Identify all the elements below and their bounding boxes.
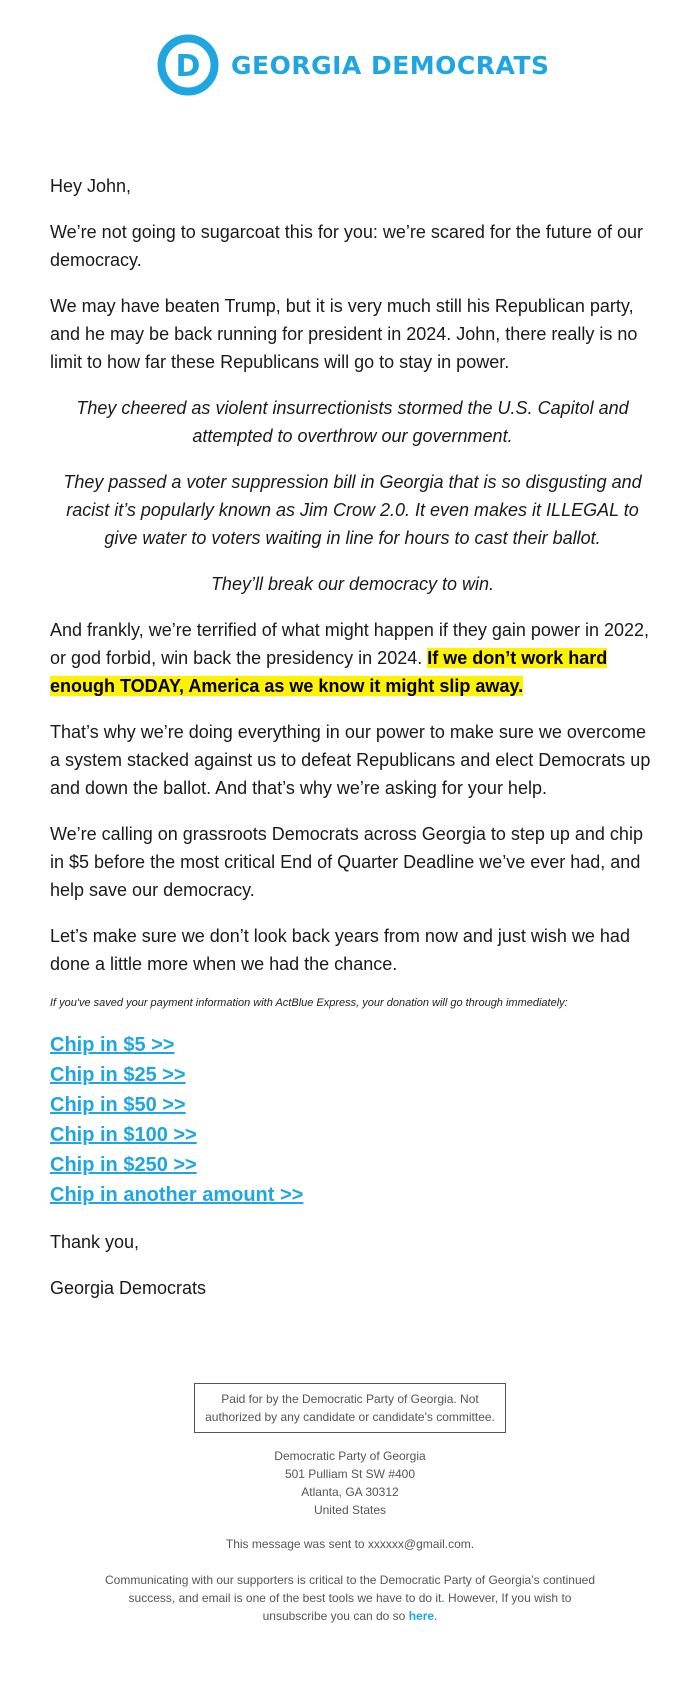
chip-in-5-link[interactable]: Chip in $5 >>: [50, 1034, 175, 1056]
greeting: Hey John,: [50, 176, 132, 196]
unsubscribe-end: .: [434, 1609, 438, 1623]
brand-name: GEORGIA DEMOCRATS: [231, 50, 550, 80]
paragraph-6: Let’s make sure we don’t look back years from now and just wish we had done a little more when we had the chance.: [50, 926, 630, 974]
quote-1: They cheered as violent insurrectionists stormed the U.S. Capitol and attempted to overthrow our government.: [76, 398, 629, 446]
sent-to-notice: This message was sent to xxxxxx@gmail.com.: [225, 1537, 475, 1551]
party-logo-icon: [157, 34, 219, 96]
unsubscribe-text: Communicating with our supporters is critical to the Democratic Party of Georgia’s continued success, and email is one of the best tools we have to do it. However, If you wish to unsubscribe you can do so: [105, 1573, 595, 1623]
signature: Georgia Democrats: [50, 1278, 207, 1298]
donation-links: [50, 1030, 655, 1210]
mailing-address: [0, 1447, 700, 1519]
email-header: [0, 34, 700, 104]
email-footer: [0, 1383, 700, 1625]
highlighted-text: If we don’t work hard enough TODAY, America as we know it might slip away.: [50, 648, 608, 696]
svg-text:D: D: [175, 49, 201, 84]
paragraph-5: We’re calling on grassroots Democrats across Georgia to step up and chip in $5 before the most critical End of Quarter Deadline we’ve ever had, and help save our democracy.: [50, 824, 643, 900]
chip-in-25-link[interactable]: Chip in $25 >>: [50, 1064, 186, 1086]
paragraph-3: [50, 616, 655, 700]
actblue-note: If you've saved your payment information with ActBlue Express, your donation will go through immediately:: [50, 997, 568, 1009]
paragraph-1: We’re not going to sugarcoat this for you: we’re scared for the future of our democracy.: [50, 222, 643, 270]
address-line: United States: [313, 1503, 387, 1517]
address-line: Atlanta, GA 30312: [301, 1485, 399, 1499]
unsubscribe-notice: [100, 1571, 600, 1625]
address-line: 501 Pulliam St SW #400: [284, 1467, 416, 1481]
chip-in-50-link[interactable]: Chip in $50 >>: [50, 1094, 186, 1116]
chip-in-100-link[interactable]: Chip in $100 >>: [50, 1124, 197, 1146]
paragraph-4: That’s why we’re doing everything in our power to make sure we overcome a system stacked against us to defeat Republicans and elect Democrats up and down the ballot. And that’s why we’re asking for your help.: [50, 722, 651, 798]
address-line: Democratic Party of Georgia: [274, 1449, 426, 1463]
quote-3: They’ll break our democracy to win.: [210, 574, 495, 594]
quote-2: They passed a voter suppression bill in Georgia that is so disgusting and racist it’s popularly known as Jim Crow 2.0. It even makes it ILLEGAL to give water to voters waiting in line for hours to cast their ballot.: [63, 472, 642, 548]
paragraph-2: We may have beaten Trump, but it is very much still his Republican party, and he may be back running for president in 2024. John, there really is no limit to how far these Republicans will go to stay in power.: [50, 296, 638, 372]
chip-in-250-link[interactable]: Chip in $250 >>: [50, 1154, 197, 1176]
paragraph-3-text: And frankly, we’re terrified of what might happen if they gain power in 2022, or god forbid, win back the presidency in 2024.: [50, 620, 650, 668]
paid-for-disclaimer: Paid for by the Democratic Party of Georgia. Not authorized by any candidate or candidate's committee.: [194, 1383, 506, 1433]
unsubscribe-link[interactable]: here: [408, 1609, 435, 1623]
logo[interactable]: [157, 34, 550, 96]
chip-in-other-amount-link[interactable]: Chip in another amount >>: [50, 1184, 304, 1206]
email-body: [50, 172, 655, 1302]
thanks: Thank you,: [50, 1232, 140, 1252]
